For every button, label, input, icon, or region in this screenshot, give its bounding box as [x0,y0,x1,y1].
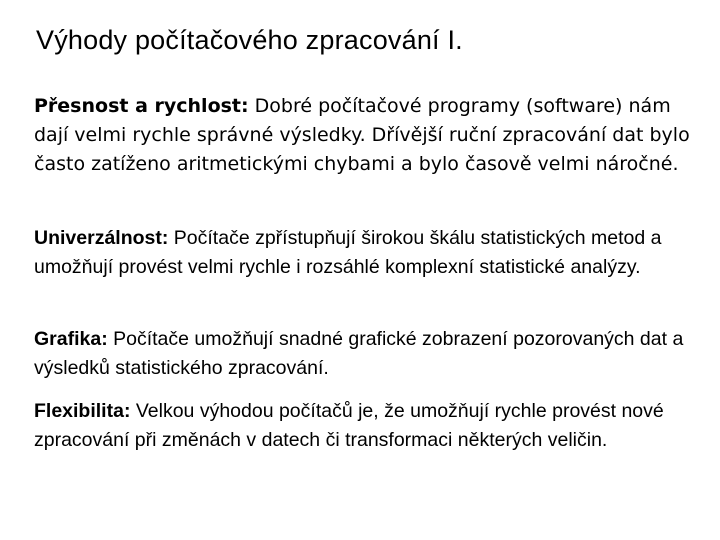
section-text: Počítače umožňují snadné grafické zobrazení pozorovaných dat a výsledků statistického zpracování. [34,328,684,379]
section-flexibility [34,397,704,455]
section-text: Počítače zpřístupňují širokou škálu statistických metod a umožňují provést velmi rychle i rozsáhlé komplexní statistické analýzy. [34,227,662,278]
section-text: Dobré počítačové programy (software) nám dají velmi rychle správné výsledky. Dřívější ruční zpracování dat bylo často zatíženo aritmetickými chybami a bylo časově velmi náročné. [34,95,690,175]
section-text: Velkou výhodou počítačů je, že umožňují rychle provést nové zpracování při změnách v datech či transformaci některých veličin. [34,400,664,451]
section-term: Grafika: [34,328,108,350]
section-accuracy-speed [34,92,704,179]
slide-title: Výhody počítačového zpracování I. [36,25,463,55]
section-term: Přesnost a rychlost: [34,95,249,117]
section-term: Flexibilita: [34,400,131,422]
section-universality [34,224,704,282]
section-term: Univerzálnost: [34,227,169,249]
section-graphics [34,325,704,383]
